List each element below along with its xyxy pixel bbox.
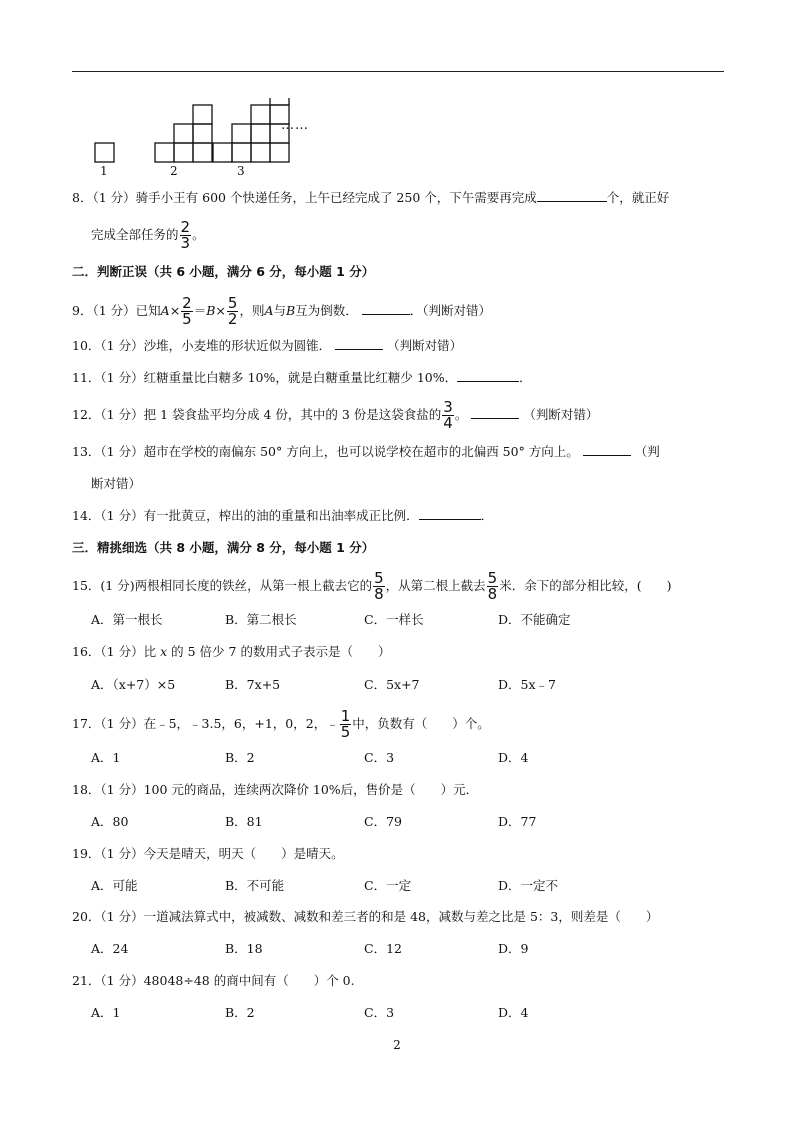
option-c[interactable]: C．3: [364, 750, 395, 765]
page-number: 2: [393, 1038, 401, 1052]
option-b[interactable]: B．第二根长: [225, 612, 297, 627]
question-11: 11．（1 分）红糖重量比白糖多 10%，就是白糖重量比红糖少 10%． ．: [72, 370, 532, 385]
question-12: 12．（1 分）把 1 袋食盐平均分成 4 份，其中的 3 份是这袋食盐的 $\frac{3}{4}$ 。 （判断对错）: [72, 398, 599, 432]
header-rule: [72, 71, 724, 72]
option-d[interactable]: D．4: [498, 1005, 529, 1020]
fraction: $\frac{3}{4}$: [443, 398, 453, 432]
question-8-line2: 完成全部任务的 $\frac{2}{3}$ 。: [91, 218, 205, 252]
option-a[interactable]: A．1: [91, 750, 121, 765]
fraction: $\frac{1}{5}$: [340, 707, 351, 741]
question-16: 16．（1 分）比 x 的 5 倍少 7 的数用式子表示是（ ）: [72, 644, 391, 659]
option-d[interactable]: D．4: [498, 750, 529, 765]
option-a[interactable]: A．（x+7）×5: [91, 677, 176, 692]
question-9: 9．（1 分）已知A× $\frac{2}{5}$ ＝B× $\frac{5}{2}$ ，则A与B互为倒数． ．（判断对错）: [72, 294, 491, 328]
ellipsis: ……: [281, 118, 309, 133]
option-b[interactable]: B．2: [225, 750, 255, 765]
staircase-figures: [92, 98, 332, 180]
fig3-label: 3: [237, 164, 245, 178]
option-b[interactable]: B．18: [225, 941, 263, 956]
answer-blank[interactable]: [583, 443, 631, 456]
question-20: 20．（1 分）一道减法算式中，被减数、减数和差三者的和是 48，减数与差之比是 5：3，则差是（ ）: [72, 909, 659, 924]
option-b[interactable]: B．7x+5: [225, 677, 281, 692]
fig1-square: [95, 143, 114, 162]
option-c[interactable]: C．一样长: [364, 612, 424, 627]
question-19: 19．（1 分）今天是晴天，明天（ ）是晴天。: [72, 846, 344, 861]
option-d[interactable]: D．9: [498, 941, 529, 956]
option-d[interactable]: D．77: [498, 814, 537, 829]
question-21: 21．（1 分）48048÷48 的商中间有（ ）个 0.: [72, 973, 355, 988]
option-b[interactable]: B．81: [225, 814, 263, 829]
question-10: 10．（1 分）沙堆，小麦堆的形状近似为圆锥． （判断对错）: [72, 338, 463, 353]
option-a[interactable]: A．1: [91, 1005, 121, 1020]
option-a[interactable]: A．第一根长: [91, 612, 163, 627]
option-b[interactable]: B．2: [225, 1005, 255, 1020]
section-title-judge: 二．判断正误（共 6 小题，满分 6 分，每小题 1 分）: [72, 264, 375, 279]
question-15: 15．(1 分)两根相同长度的铁丝，从第一根上截去它的 $\frac{5}{8}$ ，从第二根上截去 $\frac{5}{8}$ 米．余下的部分相比较，( ): [72, 569, 672, 603]
option-a[interactable]: A．可能: [91, 878, 138, 893]
question-13: 13．（1 分）超市在学校的南偏东 50° 方向上，也可以说学校在超市的北偏西 50° 方向上。 （判: [72, 444, 660, 459]
fraction: $\frac{5}{8}$: [487, 569, 498, 603]
question-8: 8．（1 分）骑手小王有 600 个快递任务，上午已经完成了 250 个，下午需要再完成 个，就正好: [72, 190, 670, 205]
answer-blank[interactable]: [457, 369, 519, 382]
question-18: 18．（1 分）100 元的商品，连续两次降价 10%后，售价是（ ）元．: [72, 782, 479, 797]
question-17: 17．（1 分）在﹣5，﹣3.5，6，+1，0，2，﹣ $\frac{1}{5}$ 中，负数有（ ）个。: [72, 707, 490, 741]
option-c[interactable]: C．12: [364, 941, 402, 956]
answer-blank[interactable]: [537, 189, 607, 202]
question-13-line2: 断对错）: [91, 476, 142, 491]
option-d[interactable]: D．一定不: [498, 878, 559, 893]
fraction: $\frac{2}{5}$: [182, 294, 192, 328]
option-c[interactable]: C．5x+7: [364, 677, 420, 692]
option-a[interactable]: A．24: [91, 941, 129, 956]
option-a[interactable]: A．80: [91, 814, 129, 829]
fraction: $\frac{2}{3}$: [180, 218, 191, 252]
fraction: $\frac{5}{8}$: [374, 569, 384, 603]
answer-blank[interactable]: [362, 302, 410, 315]
answer-blank[interactable]: [471, 406, 519, 419]
fig1-label: 1: [100, 164, 108, 178]
section-title-choice: 三．精挑细选（共 8 小题，满分 8 分，每小题 1 分）: [72, 540, 375, 555]
fig2-label: 2: [170, 164, 178, 178]
fraction: $\frac{5}{2}$: [227, 294, 238, 328]
option-d[interactable]: D．5x﹣7: [498, 677, 556, 692]
option-c[interactable]: C．79: [364, 814, 402, 829]
answer-blank[interactable]: [419, 507, 481, 520]
question-14: 14．（1 分）有一批黄豆，榨出的油的重量和出油率成正比例． ．: [72, 508, 494, 523]
option-b[interactable]: B．不可能: [225, 878, 285, 893]
option-c[interactable]: C．一定: [364, 878, 412, 893]
staircase-drawing: [92, 98, 292, 168]
option-c[interactable]: C．3: [364, 1005, 395, 1020]
answer-blank[interactable]: [335, 337, 383, 350]
option-d[interactable]: D．不能确定: [498, 612, 571, 627]
